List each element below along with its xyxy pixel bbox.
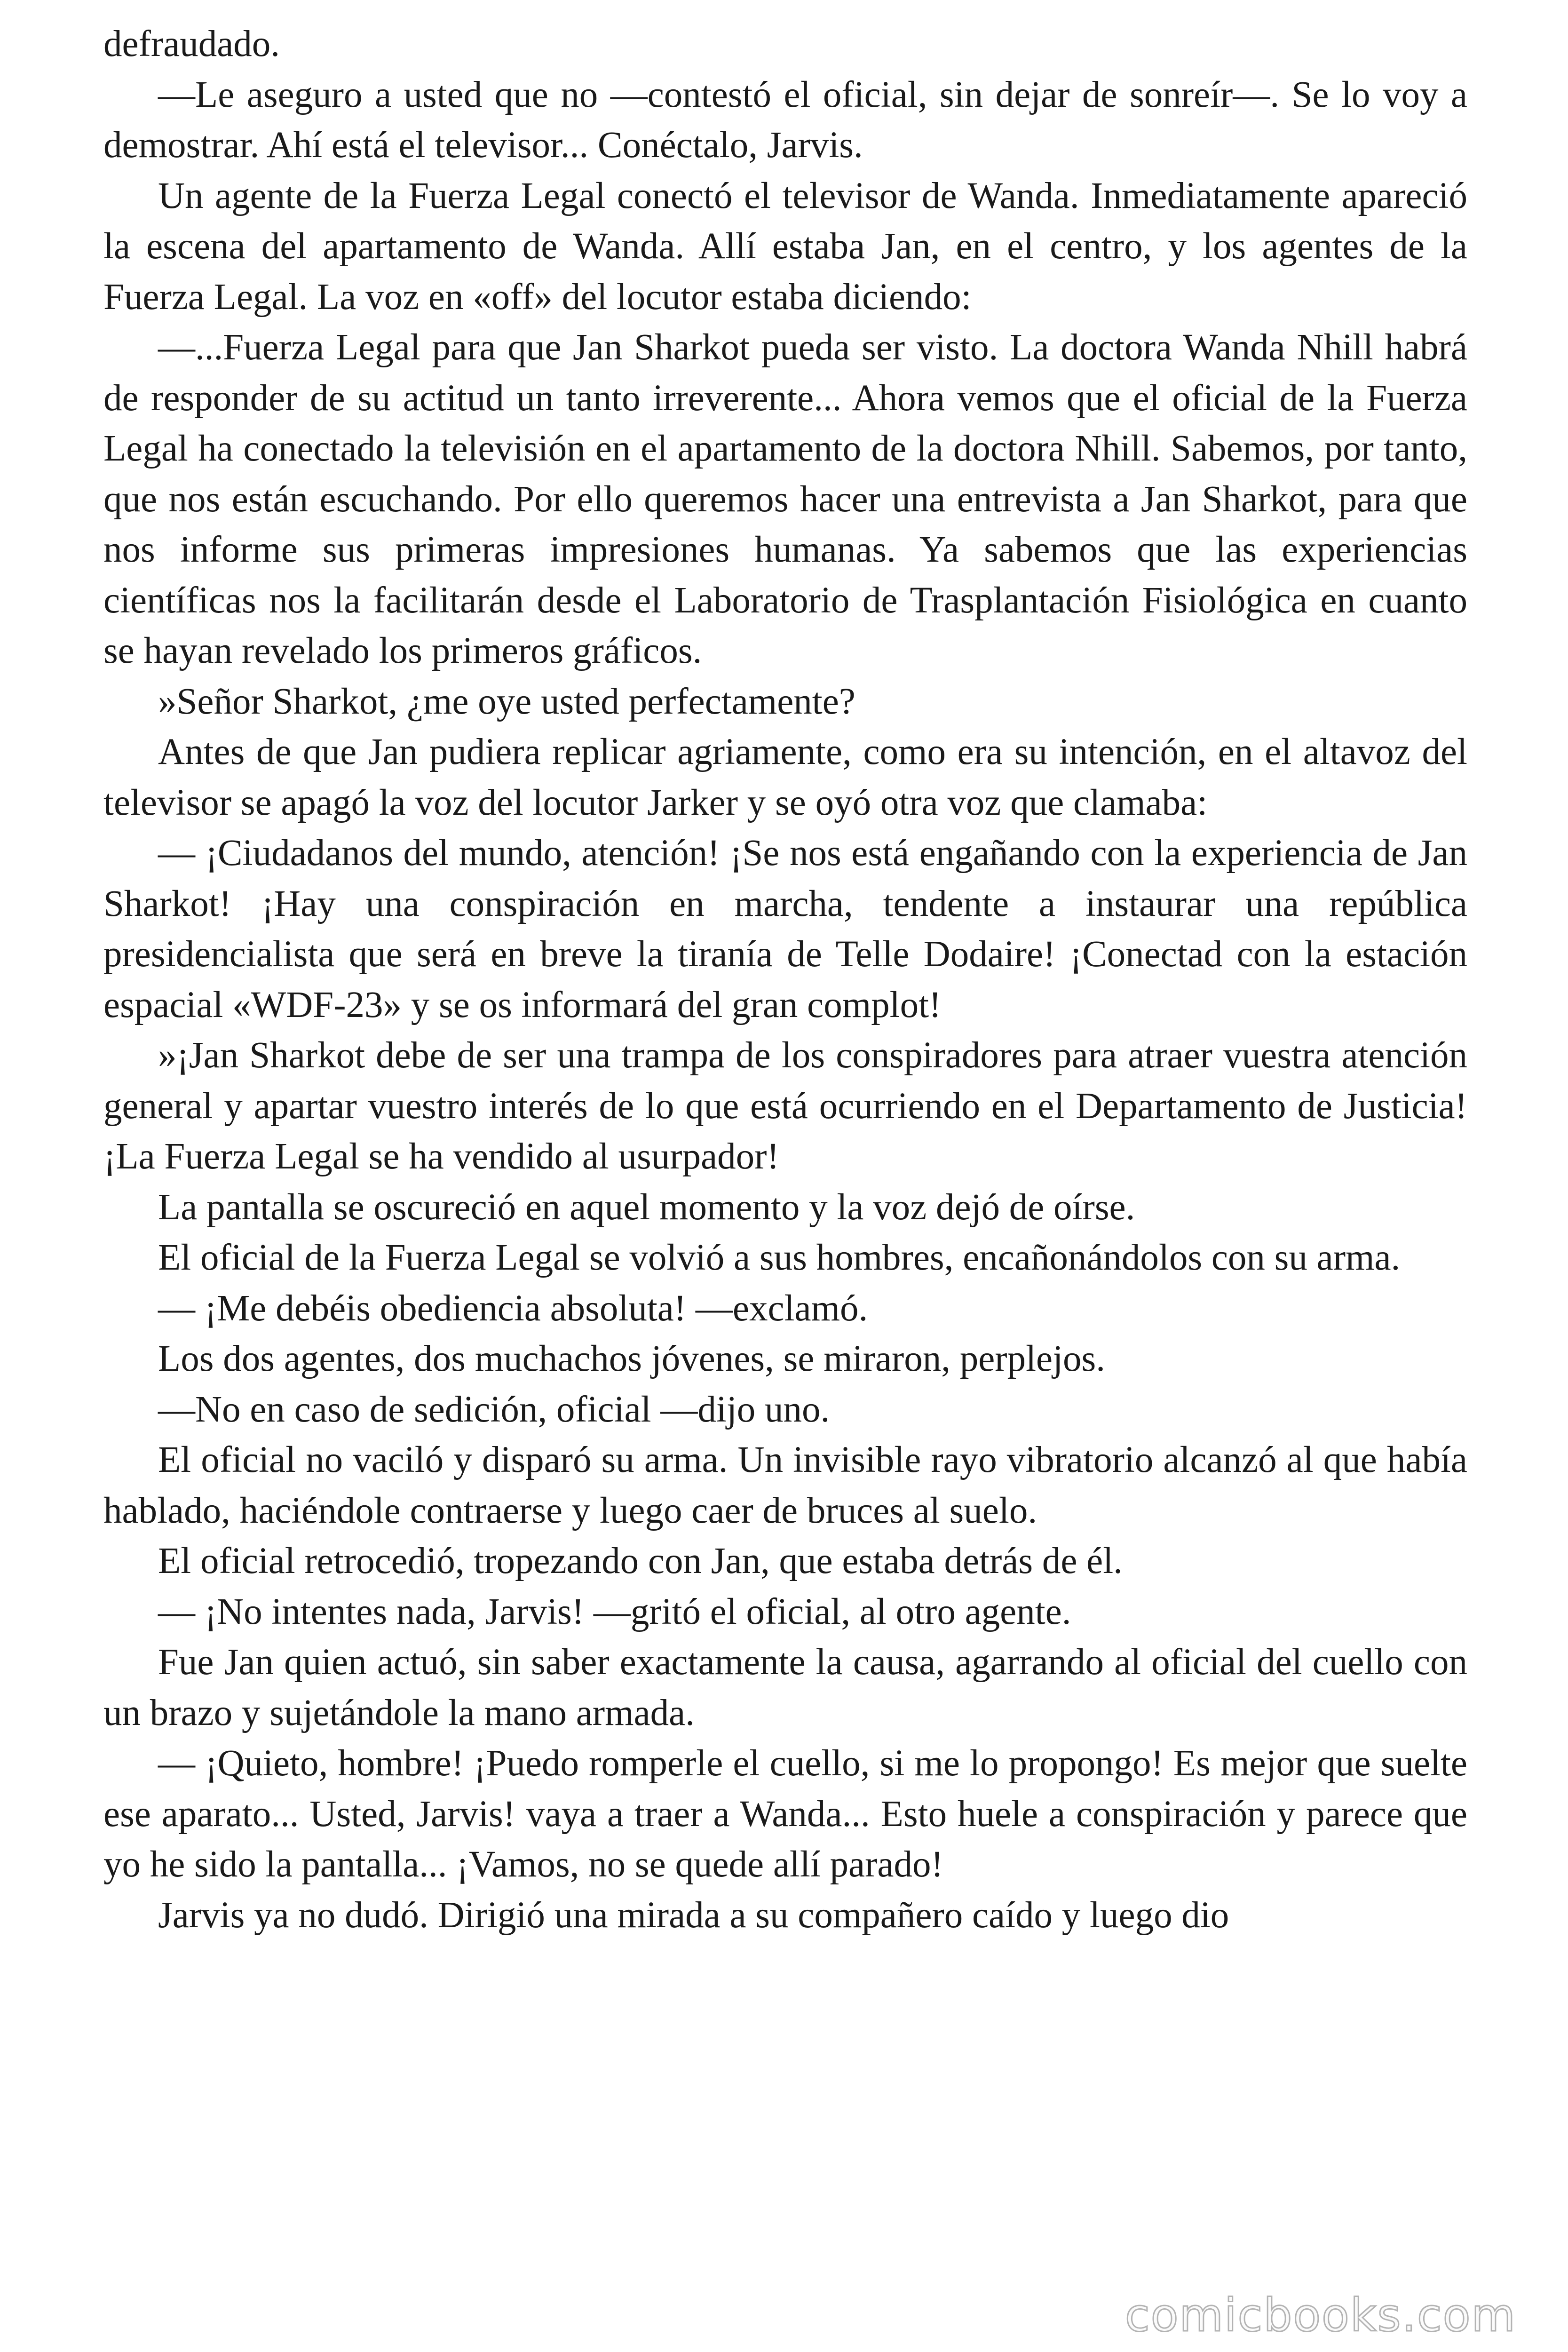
paragraph: —Le aseguro a usted que no —contestó el oficial, sin dejar de sonreír—. Se lo voy a demostrar. Ahí está el televisor... Conéctalo, Jarvis. [103,74,1467,166]
paragraph: »Señor Sharkot, ¿me oye usted perfectamente? [158,681,855,722]
paragraph: — ¡Me debéis obediencia absoluta! —exclamó. [158,1287,868,1329]
paragraph: — ¡Ciudadanos del mundo, atención! ¡Se nos está engañando con la experiencia de Jan Sharkot! ¡Hay una conspiración en marcha, tendente a instaurar una república presidencialista que será en breve la tiranía de Telle Dodaire! ¡Conectad con la estación espacial «WDF-23» y se os informará del gran complot! [103,833,1467,1025]
paragraph: Antes de que Jan pudiera replicar agriamente, como era su intención, en el altavoz del televisor se apagó la voz del locutor Jarker y se oyó otra voz que clamaba: [103,731,1467,823]
page-text-body [103,19,1467,2324]
paragraph: Fue Jan quien actuó, sin saber exactamente la causa, agarrando al oficial del cuello con un brazo y sujetándole la mano armada. [103,1642,1467,1733]
paragraph: Jarvis ya no dudó. Dirigió una mirada a su compañero caído y luego dio [158,1894,1229,1936]
paragraph: Un agente de la Fuerza Legal conectó el televisor de Wanda. Inmediatamente apareció la escena del apartamento de Wanda. Allí estaba Jan, en el centro, y los agentes de la Fuerza Legal. La voz en «off» del locutor estaba diciendo: [103,175,1467,318]
paragraph: »¡Jan Sharkot debe de ser una trampa de los conspiradores para atraer vuestra atención general y apartar vuestro interés de lo que está ocurriendo en el Departamento de Justicia! ¡La Fuerza Legal se ha vendido al usurpador! [103,1035,1467,1177]
paragraph: El oficial retrocedió, tropezando con Jan, que estaba detrás de él. [158,1541,1123,1581]
paragraph: El oficial de la Fuerza Legal se volvió a sus hombres, encañonándolos con su arma. [158,1237,1401,1278]
paragraph: defraudado. [103,24,280,64]
paragraph: —...Fuerza Legal para que Jan Sharkot pueda ser visto. La doctora Wanda Nhill habrá de responder de su actitud un tanto irreverente... Ahora vemos que el oficial de la Fuerza Legal ha conectado la televisión en el apartamento de la doctora Nhill. Sabemos, por tanto, que nos están escuchando. Por ello queremos hacer una entrevista a Jan Sharkot, para que nos informe sus primeras impresiones humanas. Ya sabemos que las experiencias científicas nos la facilitarán desde el Laboratorio de Trasplantación Fisiológica en cuanto se hayan revelado los primeros gráficos. [103,327,1467,671]
paragraph: — ¡No intentes nada, Jarvis! —gritó el oficial, al otro agente. [158,1591,1071,1632]
paragraph: —No en caso de sedición, oficial —dijo uno. [158,1389,830,1430]
paragraph: Los dos agentes, dos muchachos jóvenes, se miraron, perplejos. [158,1338,1106,1379]
paragraph: — ¡Quieto, hombre! ¡Puedo romperle el cuello, si me lo propongo! Es mejor que suelte ese aparato... Usted, Jarvis! vaya a traer a Wanda... Esto huele a conspiración y parece que yo he sido la pantalla... ¡Vamos, no se quede allí parado! [103,1743,1467,1885]
paragraph: El oficial no vaciló y disparó su arma. Un invisible rayo vibratorio alcanzó al que había hablado, haciéndole contraerse y luego caer de bruces al suelo. [103,1439,1467,1531]
paragraph: La pantalla se oscureció en aquel momento y la voz dejó de oírse. [158,1186,1135,1228]
watermark-logo: comicbooks.com [1125,2289,1516,2342]
